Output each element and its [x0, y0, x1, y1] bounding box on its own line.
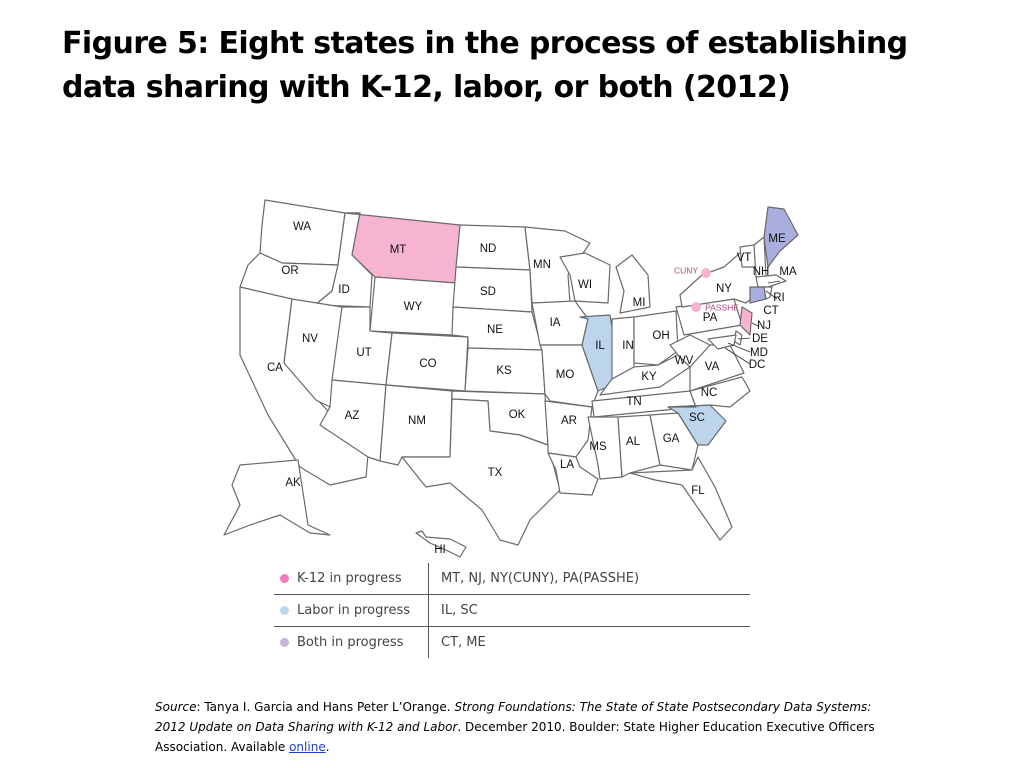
label-ne: NE [487, 324, 503, 337]
label-vt: VT [736, 252, 752, 265]
legend-table [274, 563, 750, 658]
title-line-2: data sharing with K-12, labor, or both (2012) [62, 70, 791, 105]
label-sc: SC [689, 412, 705, 425]
both-dot-icon [280, 638, 289, 647]
label-nd: ND [479, 243, 497, 256]
legend-row [274, 627, 750, 659]
source-authors: : Tanya I. Garcia and Hans Peter L’Orange. [196, 700, 455, 714]
legend-label: Labor in progress [297, 603, 410, 618]
title-line-1: Figure 5: Eight states in the process of establishing [62, 26, 908, 61]
label-dc: DC [748, 359, 766, 372]
label-az: AZ [344, 410, 360, 423]
label-hi: HI [434, 544, 446, 557]
state-nj [740, 307, 752, 335]
legend-label: Both in progress [297, 635, 404, 650]
label-al: AL [625, 436, 641, 449]
label-md: MD [750, 347, 768, 360]
label-ky: KY [641, 371, 657, 384]
label-ok: OK [508, 409, 526, 422]
label-tx: TX [487, 467, 503, 480]
label-sd: SD [480, 286, 496, 299]
label-or: OR [281, 265, 299, 278]
source-details: . December 2010. Boulder: State Higher Education Executive Officers Association. Available [155, 720, 875, 754]
label-ny: NY [716, 283, 732, 296]
label-ma: MA [779, 266, 797, 279]
k12-dot-icon [280, 574, 289, 583]
label-nj: NJ [756, 320, 772, 333]
figure-title [62, 22, 962, 110]
label-ut: UT [356, 347, 372, 360]
label-ca: CA [267, 362, 283, 375]
label-co: CO [419, 358, 437, 371]
label-nm: NM [408, 415, 426, 428]
legend-states: IL, SC [441, 603, 478, 618]
online-link[interactable]: online [289, 740, 326, 754]
label-ct: CT [763, 305, 779, 318]
label-id: ID [338, 284, 350, 297]
us-states-map [220, 195, 810, 565]
label-mo: MO [555, 369, 575, 382]
label-va: VA [704, 361, 720, 374]
label-me: ME [768, 233, 786, 246]
legend-key [274, 595, 429, 627]
label-ri: RI [773, 292, 785, 305]
legend-key [274, 627, 429, 659]
label-tn: TN [626, 396, 642, 409]
label-wv: WV [674, 355, 694, 368]
legend-row [274, 563, 750, 595]
label-ak: AK [285, 477, 301, 490]
source-end: . [325, 740, 330, 754]
label-mn: MN [533, 259, 551, 272]
legend-key [274, 563, 429, 595]
label-ga: GA [662, 433, 680, 446]
legend-states: MT, NJ, NY(CUNY), PA(PASSHE) [441, 571, 640, 586]
label-pa: PA [702, 312, 718, 325]
label-ms: MS [589, 441, 607, 454]
legend-row [274, 595, 750, 627]
cuny-dot [701, 268, 711, 278]
state-ri [764, 287, 772, 299]
legend-label: K-12 in progress [297, 571, 402, 586]
label-nc: NC [700, 387, 718, 400]
label-wy: WY [403, 301, 423, 314]
state-ct [750, 287, 766, 303]
passhe-dot [691, 302, 701, 312]
state-ar [545, 401, 592, 457]
label-nv: NV [302, 333, 318, 346]
legend-states: CT, ME [441, 635, 486, 650]
label-mt: MT [389, 244, 407, 257]
label-de: DE [752, 333, 768, 346]
label-ar: AR [561, 415, 577, 428]
label-nh: NH [752, 266, 770, 279]
source-citation [155, 697, 875, 757]
label-ia: IA [549, 317, 561, 330]
label-passhe: PASSHE [705, 302, 739, 313]
label-ks: KS [496, 365, 512, 378]
label-wa: WA [292, 221, 312, 234]
source-word: Source [155, 700, 197, 714]
label-oh: OH [652, 330, 670, 343]
label-cuny: CUNY [673, 265, 699, 276]
source-title: Strong Foundations: The State of State Postsecondary Data Systems: 2012 Update on Data Sharing with K-12 and Labor [155, 700, 872, 734]
label-mi: MI [632, 297, 646, 310]
label-la: LA [559, 459, 575, 472]
label-il: IL [595, 340, 605, 353]
labor-dot-icon [280, 606, 289, 615]
label-fl: FL [691, 485, 705, 498]
label-in: IN [622, 340, 634, 353]
label-wi: WI [577, 279, 593, 292]
